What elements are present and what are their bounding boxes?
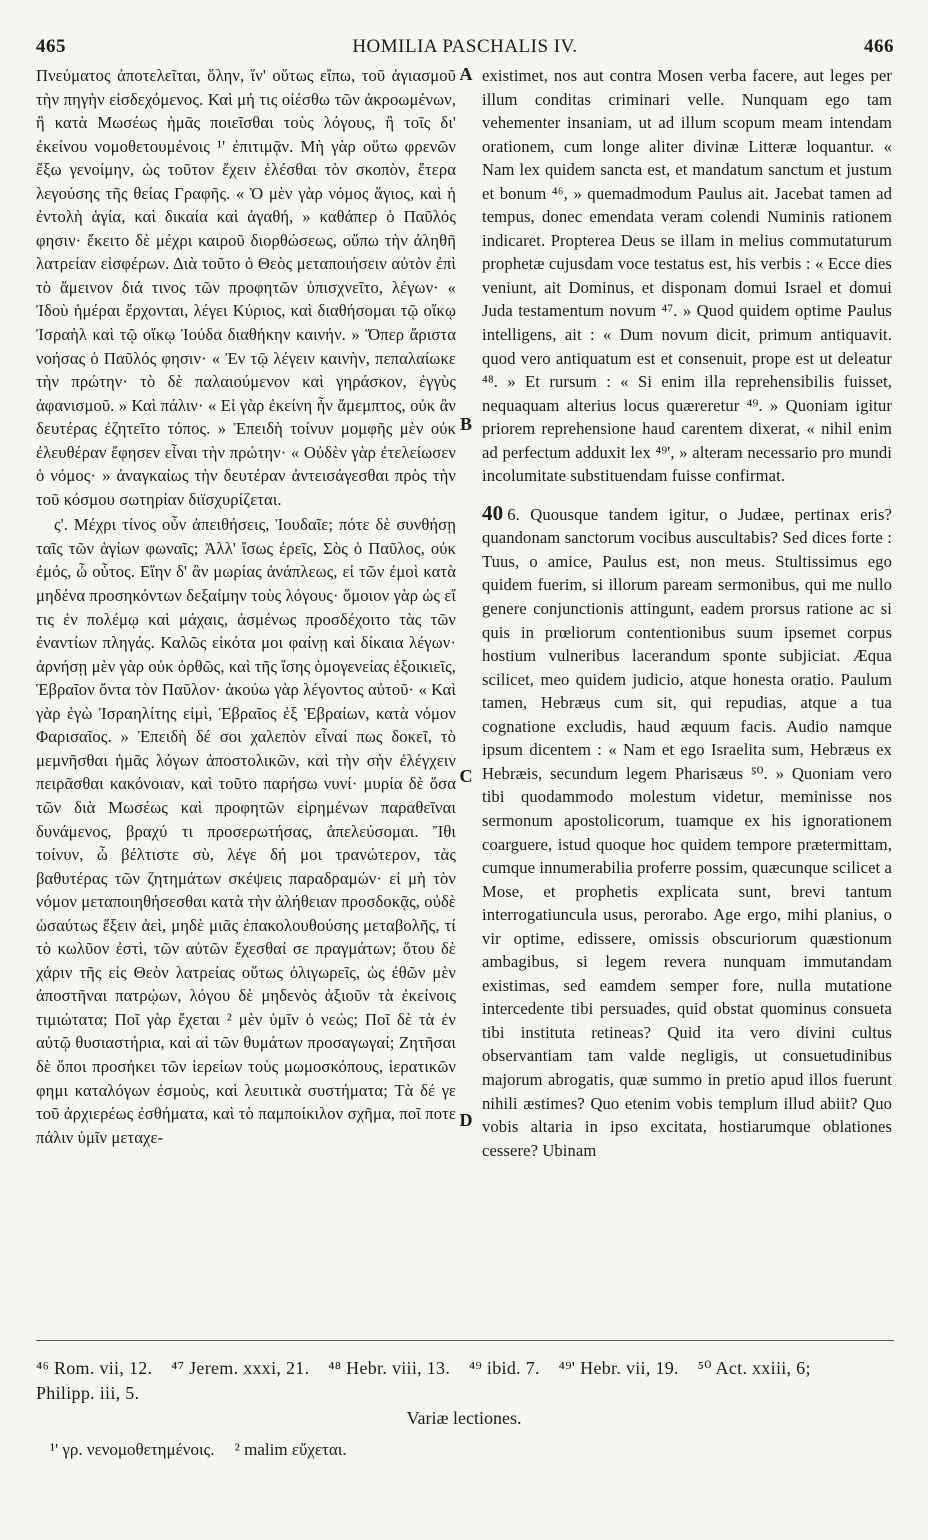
footnote-divider	[36, 1340, 894, 1341]
latin-paragraph: existimet, nos aut contra Mosen verba facere, aut leges per illum conditas criminari velle. Nunquam ego tam vehementer insaniam, ut ad illum scopum meam intendam orationem, cum longe aliter divinæ Litteræ loquantur. « Nam lex quidem sancta est, et mandatum sanctum et justum et bonum ⁴⁶, » quemadmodum Paulus ait. Jacebat tamen ad tempus, donec emendata veram colendi Numinis rationem indicaret. Propterea Deus se illam in melius commutaturum prophetæ cujusdam voce testatus est, his verbis : « Ecce dies veniunt, ait Dominus, et disponam domui Israel et domui Juda testamentum novum ⁴⁷. » Quod quidem optime Paulus intelligens, ait : « Dum novum dicit, primum antiquavit. quod vero antiquatum est et consenuit, prope est ut deleatur ⁴⁸. » Et rursum : « Si enim illa reprehensibilis fuisset, nequaquam alterius locus quæreretur ⁴⁹. » Quoniam igitur priorem reprehensione haud carentem dixerat, « nihil enim ad perfectum adduxit lex ⁴⁹', » alteram necessario pro mundi incolumitate substituendam fuisse confirmat.	[482, 66, 892, 486]
footnote: ⁴⁶ Rom. vii, 12.	[36, 1358, 153, 1378]
section-number: 40	[482, 500, 504, 525]
footnote: ⁴⁹ ibid. 7.	[468, 1358, 540, 1378]
page-number-right: 466	[864, 36, 894, 57]
variae-lectiones-heading: Variæ lectiones.	[406, 1408, 522, 1428]
margin-marker-b: B	[459, 414, 472, 434]
margin-marker-a: A	[459, 64, 473, 84]
page-header	[36, 36, 894, 66]
margin-marker-d: D	[459, 1110, 473, 1130]
latin-paragraph: 6. Quousque tandem igitur, o Judæe, pertinax eris? quandonam sanctorum vocibus auscultabis? Sed dices forte : Tuus, o amice, Paulus est, non meus. Stultissimus ego quidem fuerim, si illorum paream sermonibus, qui me nullo genere conjunctionis attingunt, eadem prorsus ratione ac si quis in prœliorum contentionibus suum ipsemet corpus hostium vulneribus lacerandum sponte subjiciat. Æqua scilicet, meo quidem judicio, atque honesta oratio. Paulum tamen, Hebræus cum sit, qui repudias, atque a tua cognatione excludis, haud æquum facis. Audio namque ipsum dicentem : « Nam et ego Israelita sum, Hebræus ex Hebræis, secundum legem Pharisæus ⁵⁰. » Quoniam vero tibi quodammodo molestum videtur, meminisse nos sermonum apostolicorum, tuamque ex his ignorationem coarguere, istud quoque hoc quidem tempore prætermittam, cumque innumerabilia proferre possim, quæcunque scilicet a Mose, et prophetis explicata sunt, brevi tantum interrogatiuncula usus, perorabo. Age ergo, mihi planius, o vir optime, edissere, omissis obscuriorum quæstionum ambagibus, si legem revera nunquam immutandam existimas, sed eamdem semper fore, nulla mutatione intercedente tibi persuades, quid obstat quominus consueta tibi instituta retineas? Quid ita vero divini cultus observantiam tam valde negligis, ut consuetudinibus majorum abrogatis, quæ summo in pretio apud illos fuerunt nihili æstimes? Quo etenim vobis templum illud abiit? Quo vobis altaria in ipso excitata, hostiarumque oblationes cessere? Ubinam	[482, 504, 892, 1160]
greek-column	[36, 64, 456, 1149]
variae-lectiones-notes	[50, 1440, 870, 1460]
running-title: HOMILIA PASCHALIS IV.	[352, 36, 578, 57]
footnote: ⁴⁸ Hebr. viii, 13.	[328, 1358, 451, 1378]
greek-paragraph: ς'. Μέχρι τίνος οὖν ἀπειθήσεις, Ἰουδαῖε; πότε δὲ συνθήσῃ ταῖς τῶν ἁγίων φωναῖς; Ἀλλ' ἴσως ἐρεῖς, Σὸς ὁ Παῦλος, οὐκ ἐμός, ὦ οὗτος. Εἴην δ' ἂν μωρίας ἀνάπλεως, εἰ τῶν ἐμοὶ κατὰ μηδένα προσηκόντων δεξαίμην τοὺς λόγους· ὅμοιον γὰρ ὡς εἴ τις ἐν πολέμῳ καὶ μάχαις, ἀσμένως προσδέχοιτο τὰς τῶν ἐναντίων πληγάς. Καλῶς εἰκότα μοι φαίνῃ καὶ δίκαια λέγων· ἀρνήσῃ μὲν γὰρ οὐκ ὀρθῶς, καὶ τῆς ἴσης ὁμογενείας ἐξοικιεῖς, Ἑβραῖον ὄντα τὸν Παῦλον· ἀκούω γὰρ λέγοντος αὐτοῦ· « Καὶ γὰρ ἐγὼ Ἰσραηλίτης εἰμὶ, Ἑβραῖος ἐξ Ἑβραίων, κατὰ νόμον Φαρισαῖος. » Ἐπειδὴ δέ σοι χαλεπὸν εἶναί πως δοκεῖ, τὸ μεμνῆσθαι ἡμᾶς λόγων ἀποστολικῶν, καὶ τὴν σὴν ἐλέγχειν πειρᾶσθαι κακόνοιαν, καὶ τοῦτο παρήσω νυνί· μυρία δὲ ὅσα τῶν διὰ Μωσέως καὶ προφητῶν εἰρημένων παραθεῖναι δυνάμενος, βραχύ τι προσερωτήσας, ἀπελεύσομαι. Ἴθι τοίνυν, ὦ βέλτιστε σὺ, λέγε δή μοι τρανώτερον, τὰς βαθυτέρας τῶν ζητημάτων σκέψεις παραδραμών· εἰ μὴ τὸν νόμον μεταποιηθήσεσθαι κατὰ τὴν ἀλήθειαν προσδοκᾷς, οὐδὲ ὡσαύτως ἕξειν ἀεὶ, μηδὲ μιᾶς ἐπακολουθούσης μεταβολῆς, τί τὸ κωλῦον ἐστὶ, τῶν αὐτῶν ἔχεσθαί σε πραγμάτων; ὅτου δὲ χάριν τῆς εἰς Θεὸν λατρείας οὕτως ὀλιγωρεῖς, ὡς ἐθῶν μὲν ἀποστῆναι πατρῴων, λόγου δὲ μηδενὸς ἀξιοῦν τὰ ἐκείνοις τιμιώτατα; Ποῖ γὰρ ἔχεται ² μὲν ὑμῖν ὁ νεώς; Ποῖ δὲ τὰ ἐν αὐτῷ θυσιαστήρια, καὶ αἱ τῶν θυμάτων προσαγωγαί; Ζητῆσαι δὲ ὅποι προσήκει τῶν ἱερείων τοὺς μωμοσκόπους, ἱερατικῶν φημι καταλόγων ἐσμοὺς, καὶ λευιτικὰ συστήματα; Τὰ δέ γε τοῦ ἀρχιερέως ἐσθήματα, καὶ τὸ παμποίκιλον σχῆμα, ποῖ ποτε πάλιν ὑμῖν μεταχε-	[36, 515, 456, 1147]
footnote: ⁴⁷ Jerem. xxxi, 21.	[171, 1358, 310, 1378]
latin-column	[482, 64, 892, 1162]
footnote: ⁵⁰ Act. xxiii, 6; Philipp. iii, 5.	[36, 1358, 811, 1403]
margin-marker-c: C	[459, 766, 473, 786]
page-number-left: 465	[36, 36, 66, 57]
greek-paragraph: Πνεύματος ἀποτελεῖται, ὅλην, ἵν' οὕτως εἴπω, τοῦ ἁγιασμοῦ τὴν πηγὴν εἰσδεχόμενος. Καὶ μή τις οἰέσθω τῶν ἀκροωμένων, ἢ κατὰ Μωσέως ἡμᾶς ποιεῖσθαι τοὺς λόγους, ἢ τοῖς δι' ἐκείνου νομοθετουμένοις ¹' ἐπιτιμᾷν. Μὴ γὰρ οὕτω φρενῶν ἔξω γενοίμην, ὡς τοῦτον ἔχειν ἑλέσθαι τὸν σκοπὸν, ἕτερα λεγούσης τῆς θείας Γραφῆς. « Ὁ μὲν γὰρ νόμος ἅγιος, καὶ ἡ ἐντολὴ ἁγία, καὶ δικαία καὶ ἀγαθή, » καθάπερ ὁ Παῦλός φησιν· ἔκειτο δὲ μέχρι καιροῦ διορθώσεως, οὔπω τὴν ἀληθῆ λατρείαν εἰσφέρων. Διὰ τοῦτο ὁ Θεὸς μεταποιήσειν αὐτὸν ἐπὶ τὸ ἄμεινον διά τινος τῶν προφητῶν ὑπισχνεῖτο, λέγων· « Ἰδοὺ ἡμέραι ἔρχονται, λέγει Κύριος, καὶ διαθήσομαι τῷ οἴκῳ Ἰσραὴλ καὶ τῷ οἴκῳ Ἰούδα διαθήκην καινήν. » Ὅπερ ἄριστα νοήσας ὁ Παῦλός φησιν· « Ἐν τῷ λέγειν καινὴν, πεπαλαίωκε τὴν πρώτην· τὸ δὲ παλαιούμενον καὶ γηράσκον, ἐγγὺς ἀφανισμοῦ. » Καὶ πάλιν· « Εἰ γὰρ ἐκείνη ἦν ἄμεμπτος, οὐκ ἂν δευτέρας ἐζητεῖτο τόπος. » Ἐπειδὴ τοίνυν μομφῆς μὲν οὐκ ἐλευθέραν ἔφησεν εἶναι τὴν πρώτην· « Οὐδὲν γὰρ ἐτελείωσεν ὁ νόμος· » ἀναγκαίως τὴν δευτέραν ἀντεισάγεσθαι πρὸς τὴν τοῦ κόσμου σωτηρίαν διϊσχυρίζεται.	[36, 66, 456, 509]
variant-note: ² malim εὔχεται.	[234, 1440, 347, 1459]
variant-note: ¹' γρ. νενομοθετημένοις.	[50, 1440, 215, 1459]
footnote: ⁴⁹' Hebr. vii, 19.	[558, 1358, 679, 1378]
footnotes	[36, 1356, 866, 1406]
